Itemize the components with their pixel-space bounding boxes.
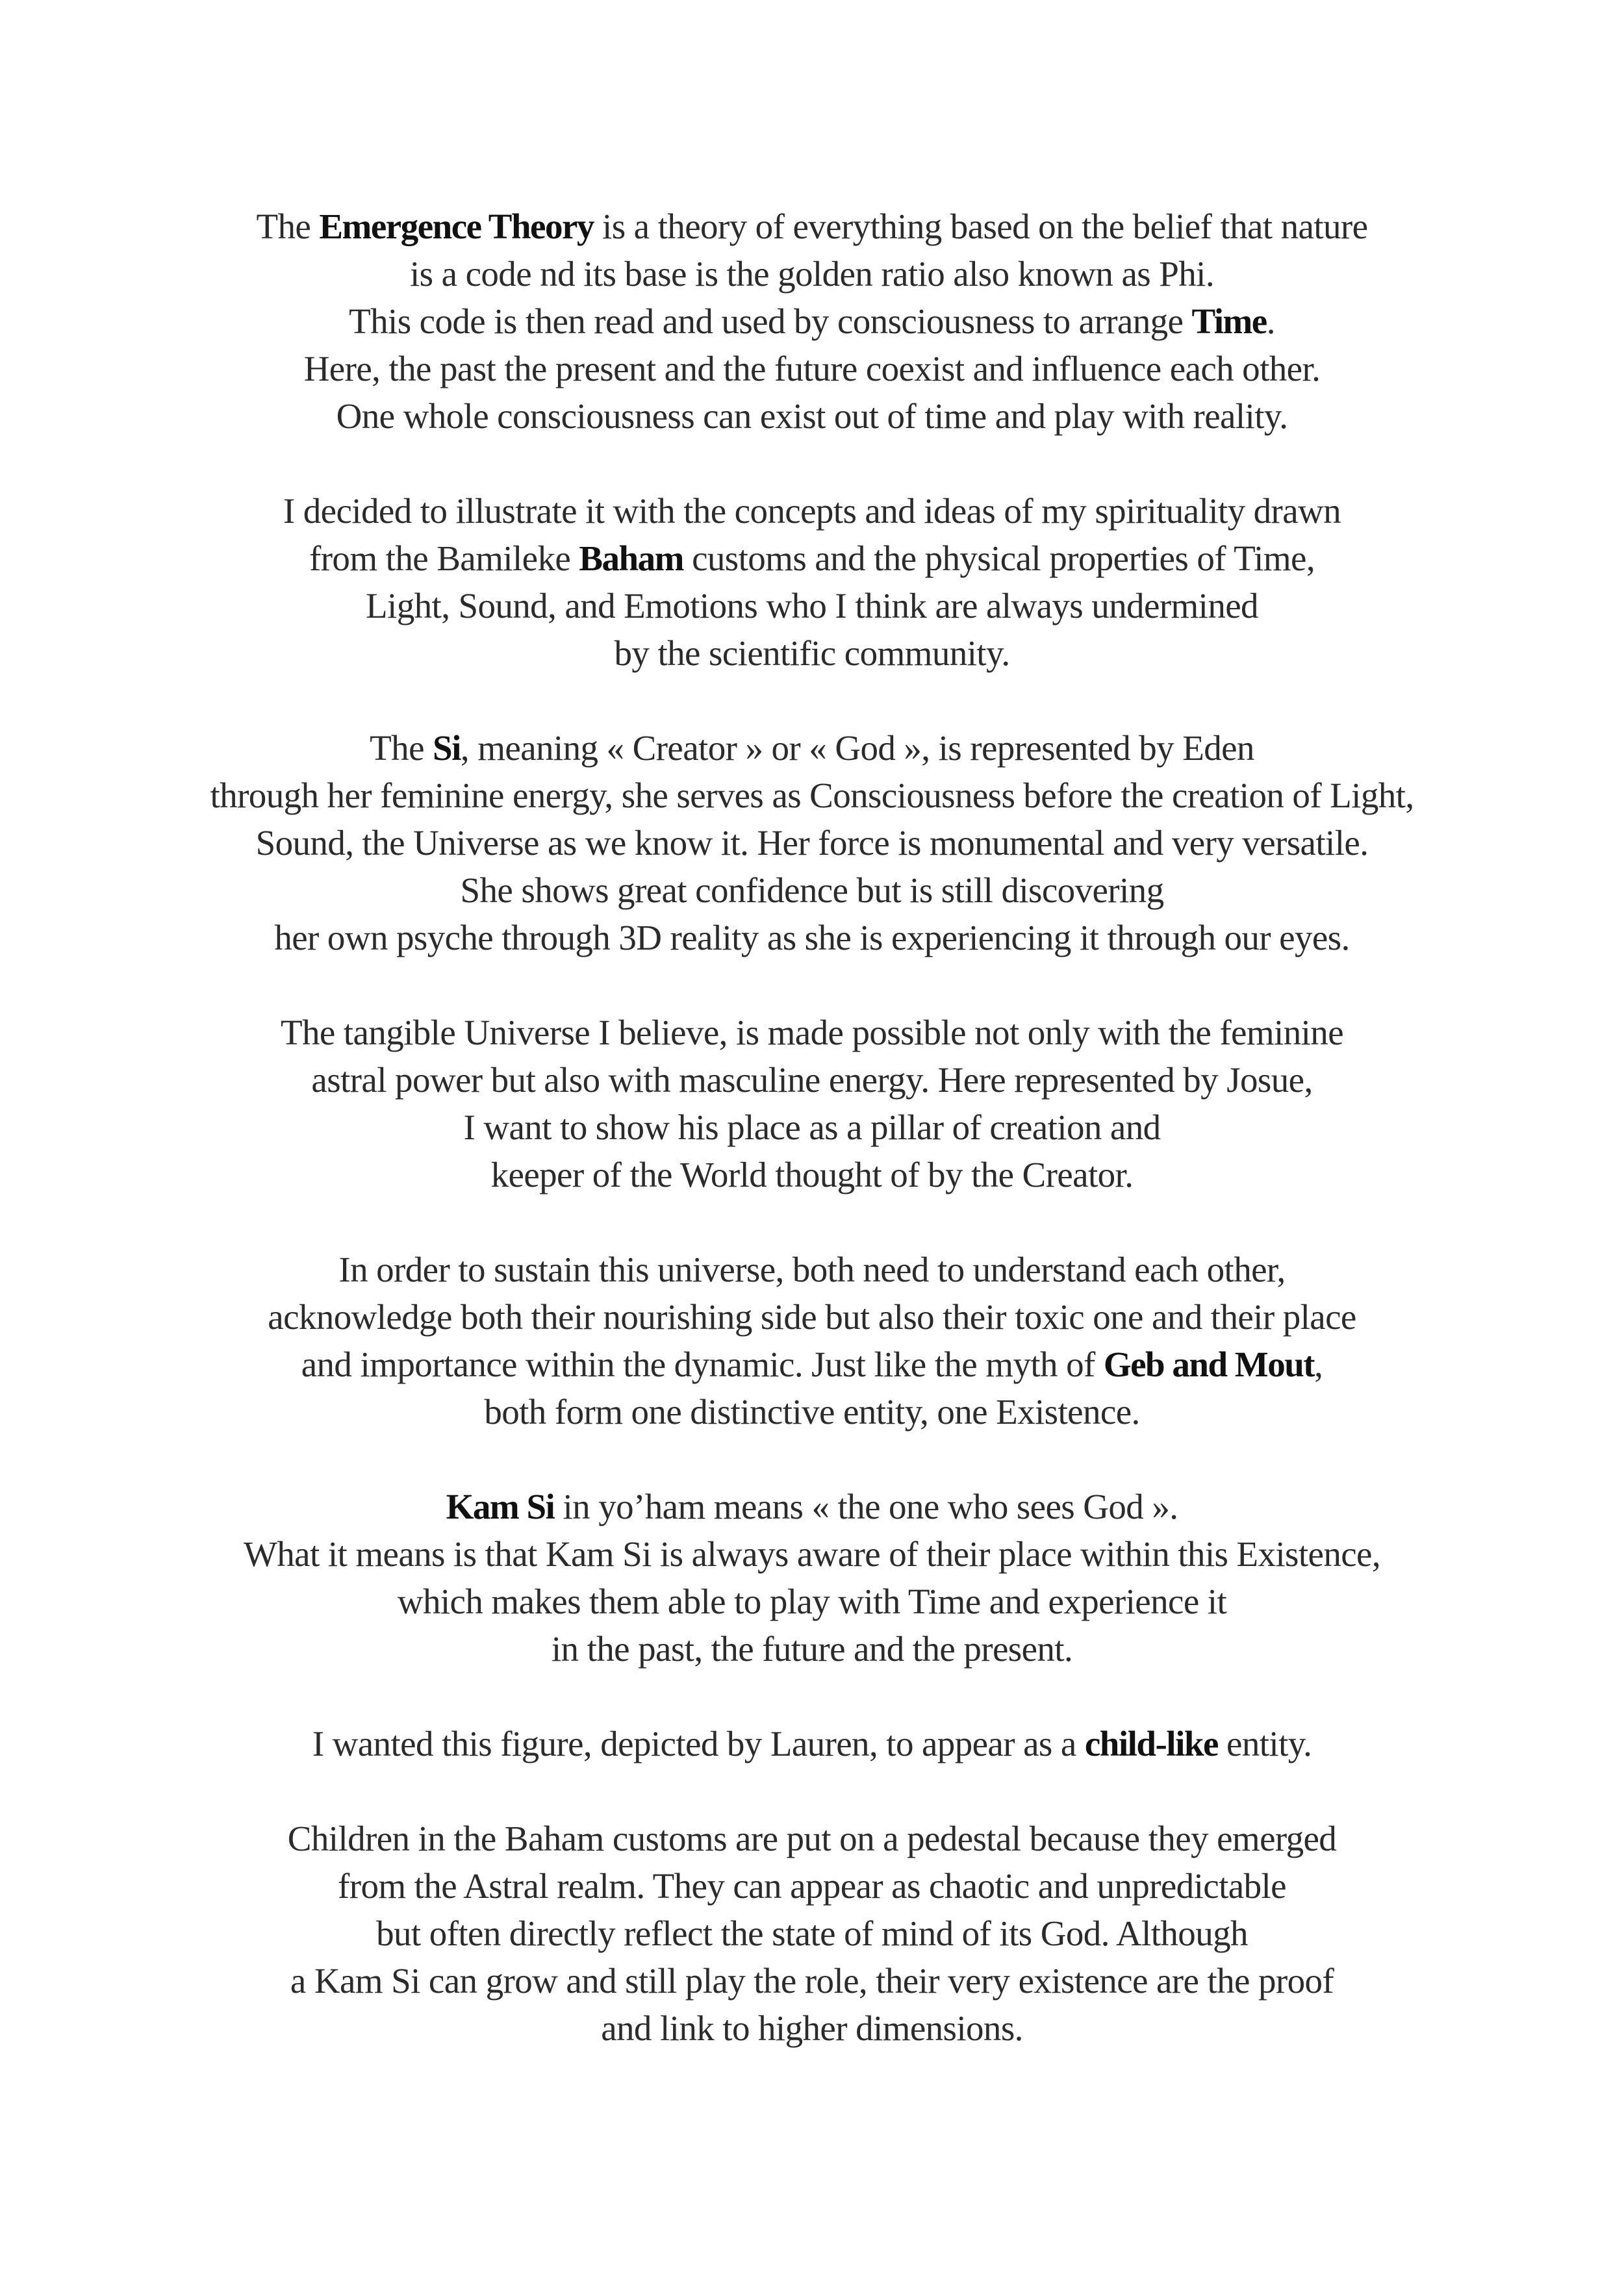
emphasized-term: Si [433, 728, 461, 768]
text-run: . [1266, 301, 1275, 341]
text-run: from the Bamileke [309, 538, 579, 578]
text-run: by the scientific community. [614, 633, 1010, 673]
text-run: In order to sustain this universe, both need to understand each other, [338, 1250, 1286, 1289]
text-run: a Kam Si can grow and still play the role, their very existence are the proof [290, 1961, 1334, 2001]
text-run: , meaning « Creator » or « God », is represented by Eden [460, 728, 1254, 768]
text-line [65, 1815, 1559, 1862]
text-line [65, 1009, 1559, 1056]
document-body [65, 203, 1559, 2052]
text-line [65, 487, 1559, 535]
text-line [65, 629, 1559, 677]
text-run: in yo’ham means « the one who sees God ». [554, 1487, 1178, 1526]
text-line [65, 1104, 1559, 1151]
text-run: astral power but also with masculine energy. Here represented by Josue, [311, 1060, 1313, 1100]
text-line [65, 203, 1559, 250]
text-line [65, 1530, 1559, 1578]
paragraph [65, 487, 1559, 677]
text-line [65, 2004, 1559, 2052]
text-run: Here, the past the present and the future coexist and influence each other. [303, 349, 1321, 388]
text-line [65, 250, 1559, 297]
text-line [65, 1341, 1559, 1388]
text-run: and importance within the dynamic. Just like the myth of [301, 1345, 1104, 1384]
text-run: through her feminine energy, she serves as Consciousness before the creation of Light, [210, 776, 1414, 815]
text-run: which makes them able to play with Time and experience it [397, 1582, 1227, 1621]
text-run: Sound, the Universe as we know it. Her force is monumental and very versatile. [255, 823, 1369, 863]
text-line [65, 345, 1559, 392]
emphasized-term: Emergence Theory [319, 207, 594, 246]
text-run: from the Astral realm. They can appear as chaotic and unpredictable [338, 1866, 1286, 1906]
text-line [65, 1388, 1559, 1435]
text-line [65, 1056, 1559, 1104]
emphasized-term: Kam Si [446, 1487, 555, 1526]
text-run: both form one distinctive entity, one Existence. [484, 1392, 1140, 1432]
text-line [65, 535, 1559, 582]
text-run: her own psyche through 3D reality as she is experiencing it through our eyes. [274, 918, 1350, 957]
text-line [65, 1957, 1559, 2004]
text-run: is a theory of everything based on the belief that nature [593, 207, 1368, 246]
text-line [65, 1862, 1559, 1910]
paragraph [65, 1815, 1559, 2052]
text-line [65, 772, 1559, 819]
text-run: Children in the Baham customs are put on a pedestal because they emerged [287, 1819, 1337, 1858]
emphasized-term: child-like [1084, 1724, 1218, 1763]
text-run: entity. [1217, 1724, 1312, 1763]
text-run: and link to higher dimensions. [601, 2008, 1023, 2048]
text-line [65, 866, 1559, 914]
text-run: Light, Sound, and Emotions who I think are always undermined [366, 586, 1258, 625]
text-line [65, 297, 1559, 345]
text-run: customs and the physical properties of Time, [683, 538, 1315, 578]
paragraph [65, 1720, 1559, 1767]
text-run: I decided to illustrate it with the concepts and ideas of my spirituality drawn [283, 491, 1341, 531]
paragraph [65, 1483, 1559, 1673]
text-run: acknowledge both their nourishing side but also their toxic one and their place [268, 1297, 1356, 1337]
text-run: The tangible Universe I believe, is made possible not only with the feminine [280, 1013, 1344, 1052]
text-line [65, 1151, 1559, 1198]
text-run: , [1314, 1345, 1323, 1384]
text-line [65, 724, 1559, 772]
emphasized-term: Baham [579, 538, 683, 578]
paragraph [65, 1009, 1559, 1198]
text-run: keeper of the World thought of by the Creator. [490, 1155, 1134, 1194]
text-line [65, 1910, 1559, 1957]
text-line [65, 1720, 1559, 1767]
paragraph [65, 1246, 1559, 1435]
text-run: What it means is that Kam Si is always aware of their place within this Existence, [243, 1534, 1381, 1574]
text-run: The [370, 728, 433, 768]
text-line [65, 1483, 1559, 1530]
text-run: This code is then read and used by consciousness to arrange [349, 301, 1192, 341]
paragraph [65, 724, 1559, 961]
text-run: The [256, 207, 320, 246]
text-line [65, 1625, 1559, 1673]
text-line [65, 392, 1559, 440]
text-run: She shows great confidence but is still discovering [460, 870, 1164, 910]
text-line [65, 819, 1559, 866]
text-line [65, 1578, 1559, 1625]
text-line [65, 914, 1559, 961]
text-run: in the past, the future and the present. [551, 1629, 1073, 1669]
text-run: One whole consciousness can exist out of time and play with reality. [336, 396, 1288, 436]
paragraph [65, 203, 1559, 440]
emphasized-term: Time [1191, 301, 1267, 341]
text-run: is a code nd its base is the golden ratio also known as Phi. [410, 254, 1214, 294]
text-line [65, 582, 1559, 629]
text-line [65, 1246, 1559, 1293]
emphasized-term: Geb and Mout [1103, 1345, 1315, 1384]
text-run: I want to show his place as a pillar of creation and [463, 1107, 1161, 1147]
text-line [65, 1293, 1559, 1341]
text-run: I wanted this figure, depicted by Lauren, to appear as a [312, 1724, 1085, 1763]
text-run: but often directly reflect the state of mind of its God. Although [376, 1914, 1248, 1953]
